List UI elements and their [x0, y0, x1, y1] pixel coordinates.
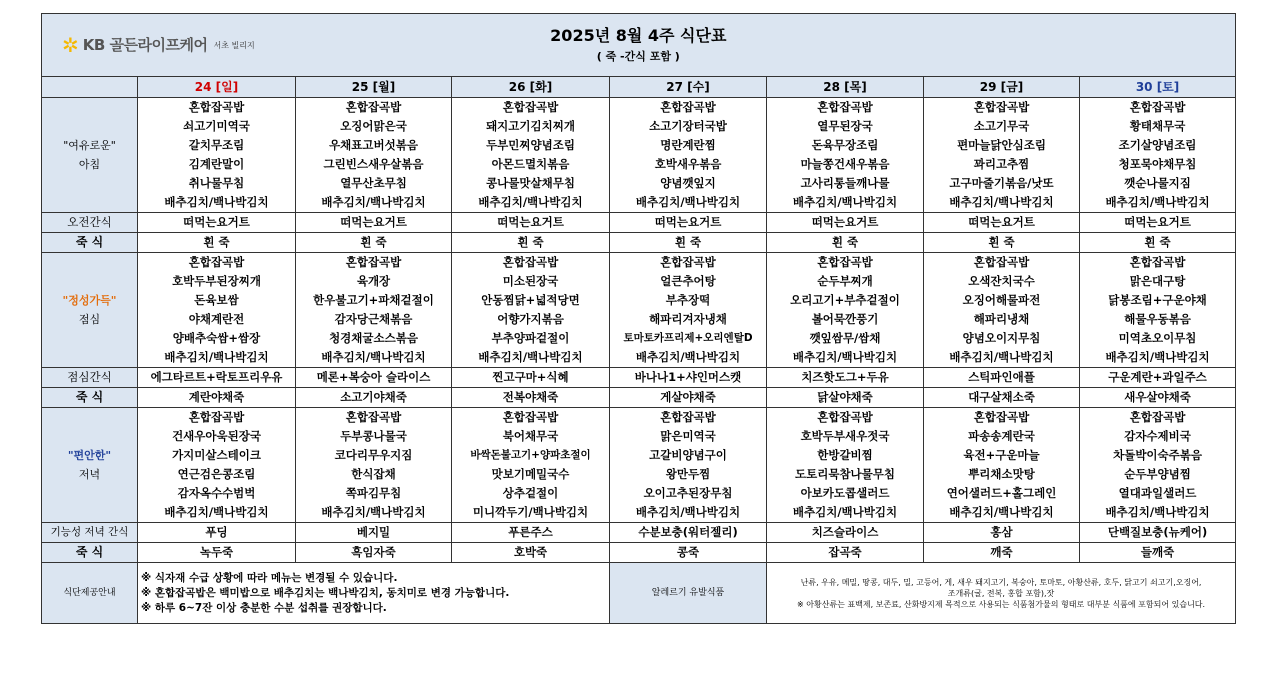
dinner-label-1: "편안한" [67, 449, 112, 462]
porridge-item: 콩죽 [610, 543, 767, 563]
menu-item: 혼합잡곡밥 [188, 100, 245, 114]
eve-snack-item: 푸른주스 [452, 523, 610, 543]
porridge-item: 계란야채죽 [138, 388, 296, 408]
menu-item: 얼큰추어탕 [660, 274, 716, 288]
porridge-row-2 [42, 388, 1236, 408]
menu-item: 소고기무국 [973, 119, 1030, 133]
menu-item: 토마토카프리제+오리엔탈D [623, 332, 753, 344]
breakfast-cell [452, 98, 610, 213]
menu-item: 김계란말이 [188, 157, 245, 171]
menu-item: 황태채무국 [1129, 119, 1186, 133]
menu-item: 감자당근채볶음 [334, 312, 413, 326]
porridge-label: 죽 식 [42, 233, 138, 253]
menu-item: 배추김치/백나박김치 [949, 505, 1054, 519]
menu-item: 미역초오이무침 [1118, 331, 1197, 345]
pm-snack-item: 구운계란+과일주스 [1080, 368, 1236, 388]
dinner-cell [452, 408, 610, 523]
menu-item: 열무된장국 [817, 119, 873, 133]
menu-item: 배추김치/백나박김치 [792, 195, 898, 209]
eve-snack-row [42, 523, 1236, 543]
breakfast-label [42, 98, 138, 213]
menu-item: 혼합잡곡밥 [1129, 410, 1186, 424]
menu-item: 고구마줄기볶음/낫또 [949, 176, 1054, 190]
menu-item: 순두부양념찜 [1124, 467, 1191, 481]
breakfast-cell [138, 98, 296, 213]
menu-item: 코다리무우지짐 [334, 448, 413, 462]
menu-item: 고갈비양념구이 [649, 448, 727, 462]
footer-row [42, 563, 1236, 624]
logo [42, 14, 296, 76]
menu-item: 편마늘닭안심조림 [957, 138, 1046, 152]
menu-item: 건새우아욱된장국 [172, 429, 261, 443]
menu-item: 해물우동볶음 [1124, 312, 1191, 326]
dinner-label-2: 저녁 [78, 468, 101, 481]
menu-item: 혼합잡곡밥 [502, 255, 559, 269]
menu-item: 부추장떡 [665, 293, 711, 307]
lunch-cell [610, 253, 767, 368]
footer-note: ※ 하루 6~7잔 이상 충분한 수분 섭취를 권장합니다. [141, 601, 387, 614]
eve-snack-item: 푸딩 [138, 523, 296, 543]
menu-item: 혼합잡곡밥 [502, 100, 559, 114]
am-snack-item: 떠먹는요거트 [924, 213, 1080, 233]
lunch-cell [1080, 253, 1236, 368]
porridge-item: 닭살야채죽 [767, 388, 924, 408]
menu-item: 쪽파김무침 [345, 486, 402, 500]
menu-item: 배추김치/백나박김치 [321, 195, 426, 209]
porridge-row-3 [42, 543, 1236, 563]
title-cell [296, 14, 1236, 77]
pm-snack-item: 스틱파인애플 [924, 368, 1080, 388]
menu-item: 호박두부새우젓국 [800, 429, 890, 443]
footer-note: ※ 식자재 수급 상황에 따라 메뉴는 변경될 수 있습니다. [141, 571, 398, 584]
menu-item: 미소된장국 [502, 274, 559, 288]
menu-item: 조기살양념조림 [1118, 138, 1197, 152]
menu-item: 혼합잡곡밥 [973, 255, 1030, 269]
menu-item: 맛보기메밀국수 [491, 467, 570, 481]
menu-item: 깻잎쌈무/쌈채 [809, 331, 881, 345]
menu-item: 양념오이지무침 [962, 331, 1041, 345]
menu-item: 혼합잡곡밥 [188, 255, 245, 269]
menu-item: 쇠고기미역국 [183, 119, 250, 133]
allergy-list: 난류, 우유, 메밀, 땅콩, 대두, 밀, 고등어, 게, 새우 돼지고기, 복숭아, 토마토, 아황산류, 호두, 닭고기 쇠고기,오징어,조개류(굴, 전복, 홍합 포함),잣 [800, 577, 1202, 598]
menu-item: 한식잡채 [351, 467, 396, 481]
menu-item: 한방갈비찜 [817, 448, 873, 462]
page-title: 2025년 8월 4주 식단표 [550, 25, 727, 45]
lunch-label [42, 253, 138, 368]
menu-item: 배추김치/백나박김치 [792, 350, 898, 364]
corner-cell [42, 77, 138, 98]
page-subtitle: ( 죽 -간식 포함 ) [596, 49, 680, 63]
menu-item: 콩나물맛살채무침 [486, 176, 575, 190]
menu-item: 육전+구운마늘 [963, 448, 1040, 462]
porridge-item: 전복야채죽 [452, 388, 610, 408]
menu-item: 깻순나물지짐 [1124, 176, 1191, 190]
menu-item: 차돌박이숙주볶음 [1113, 448, 1202, 462]
menu-item: 혼합잡곡밥 [345, 100, 402, 114]
porridge-item: 녹두죽 [138, 543, 296, 563]
menu-table [41, 13, 1236, 624]
pm-snack-item: 메론+복숭아 슬라이스 [296, 368, 452, 388]
menu-item: 오리고기+부추겉절이 [790, 293, 900, 307]
pm-snack-label: 점심간식 [42, 368, 138, 388]
lunch-cell [296, 253, 452, 368]
menu-item: 그린빈스새우살볶음 [323, 157, 424, 171]
menu-item: 혼합잡곡밥 [817, 255, 873, 269]
eve-snack-item: 치즈슬라이스 [767, 523, 924, 543]
menu-item: 육개장 [356, 274, 391, 288]
menu-item: 배추김치/백나박김치 [635, 350, 741, 364]
menu-item: 꽈리고추찜 [973, 157, 1030, 171]
menu-item: 해파리냉채 [973, 312, 1030, 326]
porridge-item: 흰 죽 [610, 233, 767, 253]
menu-item: 순두부찌개 [817, 274, 873, 288]
menu-item: 혼합잡곡밥 [345, 410, 402, 424]
menu-item: 바싹돈불고기+양파초절이 [470, 449, 591, 461]
breakfast-cell [296, 98, 452, 213]
menu-item: 배추김치/백나박김치 [164, 350, 269, 364]
porridge-item: 흰 죽 [452, 233, 610, 253]
menu-item: 두부콩나물국 [340, 429, 407, 443]
breakfast-cell [924, 98, 1080, 213]
am-snack-item: 떠먹는요거트 [296, 213, 452, 233]
dinner-cell [924, 408, 1080, 523]
menu-item: 볼어묵깐풍기 [811, 312, 879, 326]
menu-item: 돈육보쌈 [194, 293, 239, 307]
menu-item: 돼지고기김치찌개 [486, 119, 575, 133]
menu-item: 오징어맑은국 [340, 119, 407, 133]
porridge-item: 흰 죽 [924, 233, 1080, 253]
menu-item: 혼합잡곡밥 [1129, 255, 1186, 269]
menu-item: 뿌리채소맛탕 [968, 467, 1035, 481]
menu-item: 혼합잡곡밥 [973, 100, 1030, 114]
menu-item: 한우불고기+파채겉절이 [313, 293, 434, 307]
day-header: 30 [토] [1080, 77, 1236, 98]
porridge-item: 흑임자죽 [296, 543, 452, 563]
porridge-item: 흰 죽 [1080, 233, 1236, 253]
porridge-item: 게살야채죽 [610, 388, 767, 408]
day-header: 29 [금] [924, 77, 1080, 98]
menu-item: 오징어해물파전 [962, 293, 1041, 307]
menu-item: 도토리묵참나물무침 [795, 467, 895, 481]
menu-item: 혼합잡곡밥 [660, 100, 716, 114]
eve-snack-item: 베지밀 [296, 523, 452, 543]
footer-note: ※ 혼합잡곡밥은 백미밥으로 배추김치는 백나박김치, 동치미로 변경 가능합니다. [141, 586, 510, 599]
dinner-label [42, 408, 138, 523]
allergy-label: 알레르기 유발식품 [610, 563, 767, 624]
menu-item: 갈치무조림 [188, 138, 245, 152]
day-header: 26 [화] [452, 77, 610, 98]
menu-item: 맑은대구탕 [1129, 274, 1186, 288]
porridge-label: 죽 식 [42, 543, 138, 563]
menu-item: 혼합잡곡밥 [817, 100, 873, 114]
menu-item: 양배추숙쌈+쌈장 [172, 331, 261, 345]
menu-item: 혼합잡곡밥 [1129, 100, 1186, 114]
menu-item: 북어채무국 [502, 429, 559, 443]
dinner-cell [296, 408, 452, 523]
menu-item: 가지미살스테이크 [172, 448, 261, 462]
menu-item: 안동찜닭+넓적당면 [481, 293, 580, 307]
logo-branch: 서초 빌리지 [213, 40, 255, 50]
dinner-cell [138, 408, 296, 523]
menu-item: 혼합잡곡밥 [973, 410, 1030, 424]
menu-item: 두부민찌양념조림 [486, 138, 575, 152]
menu-item: 고사리통들깨나물 [800, 176, 890, 190]
eve-snack-item: 단백질보충(뉴케어) [1080, 523, 1236, 543]
menu-item: 돈육무장조림 [811, 138, 879, 152]
menu-item: 부추양파겉절이 [491, 331, 570, 345]
menu-item: 열대과일샐러드 [1118, 486, 1197, 500]
menu-item: 아몬드멸치볶음 [491, 157, 570, 171]
breakfast-cell [610, 98, 767, 213]
menu-item: 배추김치/백나박김치 [1105, 195, 1210, 209]
day-header: 27 [수] [610, 77, 767, 98]
menu-item: 호박두부된장찌개 [172, 274, 261, 288]
menu-item: 배추김치/백나박김치 [478, 350, 583, 364]
porridge-item: 흰 죽 [767, 233, 924, 253]
menu-item: 해파리겨자냉채 [649, 312, 727, 326]
porridge-label: 죽 식 [42, 388, 138, 408]
am-snack-label: 오전간식 [42, 213, 138, 233]
menu-item: 배추김치/백나박김치 [635, 505, 741, 519]
menu-item: 연어샐러드+홀그레인 [946, 486, 1057, 500]
day-header: 25 [월] [296, 77, 452, 98]
menu-item: 배추김치/백나박김치 [792, 505, 898, 519]
allergy-info [767, 563, 1236, 624]
dinner-cell [610, 408, 767, 523]
eve-snack-item: 수분보충(워터젤리) [610, 523, 767, 543]
dinner-cell [1080, 408, 1236, 523]
menu-item: 파송송계란국 [968, 429, 1035, 443]
porridge-item: 흰 죽 [138, 233, 296, 253]
menu-item: 감자수제비국 [1124, 429, 1191, 443]
am-snack-row [42, 213, 1236, 233]
menu-item: 배추김치/백나박김치 [949, 195, 1054, 209]
menu-item: 연근검은콩조림 [177, 467, 256, 481]
lunch-cell [924, 253, 1080, 368]
breakfast-cell [1080, 98, 1236, 213]
menu-item: 배추김치/백나박김치 [321, 350, 426, 364]
menu-item: 닭봉조림+구운야채 [1108, 293, 1207, 307]
menu-item: 맑은미역국 [660, 429, 716, 443]
menu-item: 혼합잡곡밥 [660, 410, 716, 424]
day-header: 24 [일] [138, 77, 296, 98]
am-snack-item: 떠먹는요거트 [452, 213, 610, 233]
menu-item: 배추김치/백나박김치 [164, 505, 269, 519]
menu-item: 취나물무침 [188, 176, 245, 190]
menu-item: 혼합잡곡밥 [188, 410, 245, 424]
allergy-note: ※ 아황산류는 표백제, 보존료, 산화방지제 목적으로 사용되는 식품첨가물의 형태로 대부분 식품에 포함되어 있습니다. [797, 599, 1206, 609]
menu-item: 오이고추된장무침 [643, 486, 733, 500]
menu-item: 왕만두찜 [665, 467, 711, 481]
menu-item: 상추겉절이 [502, 486, 559, 500]
lunch-cell [138, 253, 296, 368]
menu-item: 배추김치/백나박김치 [635, 195, 741, 209]
pm-snack-item: 찐고구마+식혜 [452, 368, 610, 388]
porridge-row-1 [42, 233, 1236, 253]
am-snack-item: 떠먹는요거트 [610, 213, 767, 233]
menu-item: 호박새우볶음 [654, 157, 722, 171]
menu-item: 혼합잡곡밥 [660, 255, 716, 269]
menu-item: 어향가지볶음 [497, 312, 564, 326]
menu-item: 열무산초무침 [340, 176, 407, 190]
menu-sheet [41, 13, 1235, 624]
menu-item: 배추김치/백나박김치 [478, 195, 583, 209]
porridge-item: 대구살채소죽 [924, 388, 1080, 408]
menu-item: 혼합잡곡밥 [817, 410, 873, 424]
logo-cell [42, 14, 296, 77]
lunch-label-1: "정성가득" [62, 294, 117, 307]
footer-label: 식단제공안내 [42, 563, 138, 624]
porridge-item: 잡곡죽 [767, 543, 924, 563]
menu-item: 양념깻잎지 [660, 176, 716, 190]
menu-item: 배추김치/백나박김치 [1105, 350, 1210, 364]
menu-item: 감자옥수수범벅 [177, 486, 256, 500]
menu-item: 배추김치/백나박김치 [164, 195, 269, 209]
am-snack-item: 떠먹는요거트 [138, 213, 296, 233]
menu-item: 배추김치/백나박김치 [949, 350, 1054, 364]
kb-star-icon: ✲ [62, 32, 79, 57]
lunch-cell [452, 253, 610, 368]
menu-item: 오색잔치국수 [968, 274, 1035, 288]
porridge-item: 깨죽 [924, 543, 1080, 563]
lunch-label-2: 점심 [78, 313, 101, 326]
lunch-cell [767, 253, 924, 368]
eve-snack-item: 홍삼 [924, 523, 1080, 543]
menu-item: 명란계란찜 [660, 138, 716, 152]
am-snack-item: 떠먹는요거트 [1080, 213, 1236, 233]
menu-item: 우채표고버섯볶음 [329, 138, 418, 152]
menu-item: 혼합잡곡밥 [345, 255, 402, 269]
footer-notes [138, 563, 610, 624]
breakfast-cell [767, 98, 924, 213]
porridge-item: 흰 죽 [296, 233, 452, 253]
menu-item: 아보카도콥샐러드 [800, 486, 890, 500]
menu-item: 마늘쫑건새우볶음 [800, 157, 890, 171]
pm-snack-row [42, 368, 1236, 388]
dinner-cell [767, 408, 924, 523]
am-snack-item: 떠먹는요거트 [767, 213, 924, 233]
porridge-item: 호박죽 [452, 543, 610, 563]
pm-snack-item: 바나나1+샤인머스캣 [610, 368, 767, 388]
menu-item: 청경채굴소스볶음 [329, 331, 418, 345]
porridge-item: 소고기야채죽 [296, 388, 452, 408]
breakfast-label-1: "여유로운" [63, 139, 116, 152]
porridge-item: 새우살야채죽 [1080, 388, 1236, 408]
day-header: 28 [목] [767, 77, 924, 98]
porridge-item: 들깨죽 [1080, 543, 1236, 563]
menu-item: 야채계란전 [188, 312, 245, 326]
menu-item: 배추김치/백나박김치 [1105, 505, 1210, 519]
logo-brand: KB 골든라이프케어 [82, 35, 208, 54]
eve-snack-label: 기능성 저녁 간식 [42, 523, 138, 543]
breakfast-label-2: 아침 [78, 158, 101, 171]
menu-item: 청포묵야채무침 [1118, 157, 1197, 171]
menu-item: 미니깍두기/백나박김치 [472, 505, 589, 519]
menu-item: 혼합잡곡밥 [502, 410, 559, 424]
menu-item: 소고기장터국밥 [649, 119, 727, 133]
menu-item: 배추김치/백나박김치 [321, 505, 426, 519]
pm-snack-item: 치즈핫도그+두유 [767, 368, 924, 388]
pm-snack-item: 에그타르트+락토프리우유 [138, 368, 296, 388]
